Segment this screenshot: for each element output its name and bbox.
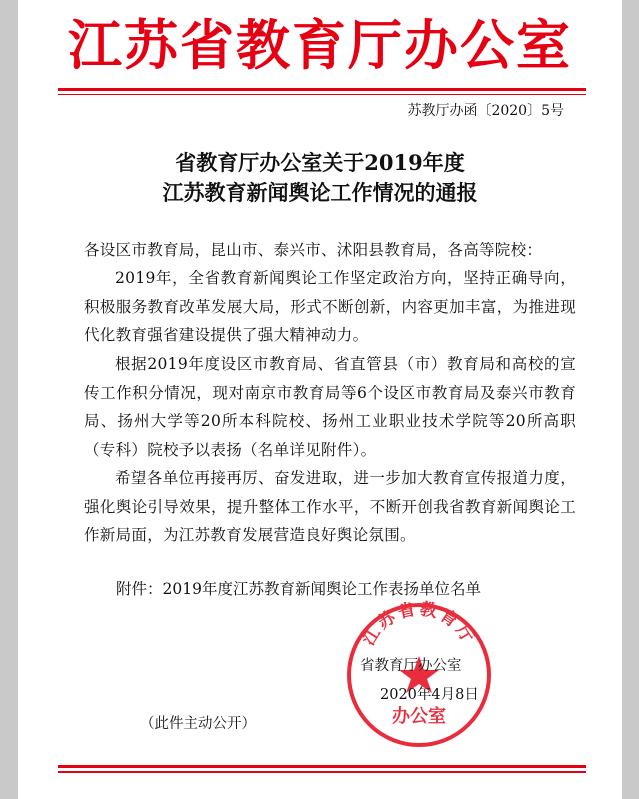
body-paragraph-2: 根据2019年度设区市教育局、省直管县（市）教育局和高校的宣传工作积分情况，现对南京市教育局等6个设区市教育局及泰兴市教育局、扬州大学等20所本科院校、扬州工业职业技术学院等20所高职（专科）院校予以表扬（名单详见附件）。 [84, 355, 576, 459]
signature-date: 2020年4月8日 [380, 687, 479, 703]
document-page [18, 0, 622, 799]
document-title-line2: 江苏教育新闻舆论工作情况的通报 [162, 180, 478, 205]
body-paragraph-1: 2019年，全省教育新闻舆论工作坚定政治方向，坚持正确导向，积极服务教育改革发展大局，形式不断创新，内容更加丰富，为推进现代化教育强省建设提供了强大精神动力。 [84, 269, 576, 344]
document-number: 苏教厅办函〔2020〕5号 [407, 103, 564, 119]
red-rule-bottom-thin [58, 771, 586, 773]
signature-organization: 省教育厅办公室 [360, 658, 462, 674]
attachment-line: 附件：2019年度江苏教育新闻舆论工作表扬单位名单 [116, 580, 481, 598]
page-edge-left [0, 0, 18, 799]
svg-text:办公室: 办公室 [392, 706, 446, 727]
body-paragraph-3: 希望各单位再接再厉、奋发进取，进一步加大教育宣传报道力度，强化舆论引导效果，提升整体工作水平，不断开创我省教育新闻舆论工作新局面，为江苏教育发展营造良好舆论氛围。 [84, 469, 576, 544]
red-rule-bottom-thick [58, 765, 586, 768]
disclosure-note: （此件主动公开） [140, 716, 256, 732]
document-title-line1: 省教育厅办公室关于2019年度 [175, 150, 465, 175]
red-rule-top-thick [58, 88, 586, 91]
salutation: 各设区市教育局，昆山市、泰兴市、沭阳县教育局，各高等院校： [84, 241, 543, 259]
official-seal-icon [344, 600, 494, 750]
svg-text:江苏省教育厅: 江苏省教育厅 [358, 600, 480, 650]
red-rule-top-thin [58, 94, 586, 95]
page-edge-right [622, 0, 639, 799]
letterhead-title: 江苏省教育厅办公室 [68, 13, 572, 77]
